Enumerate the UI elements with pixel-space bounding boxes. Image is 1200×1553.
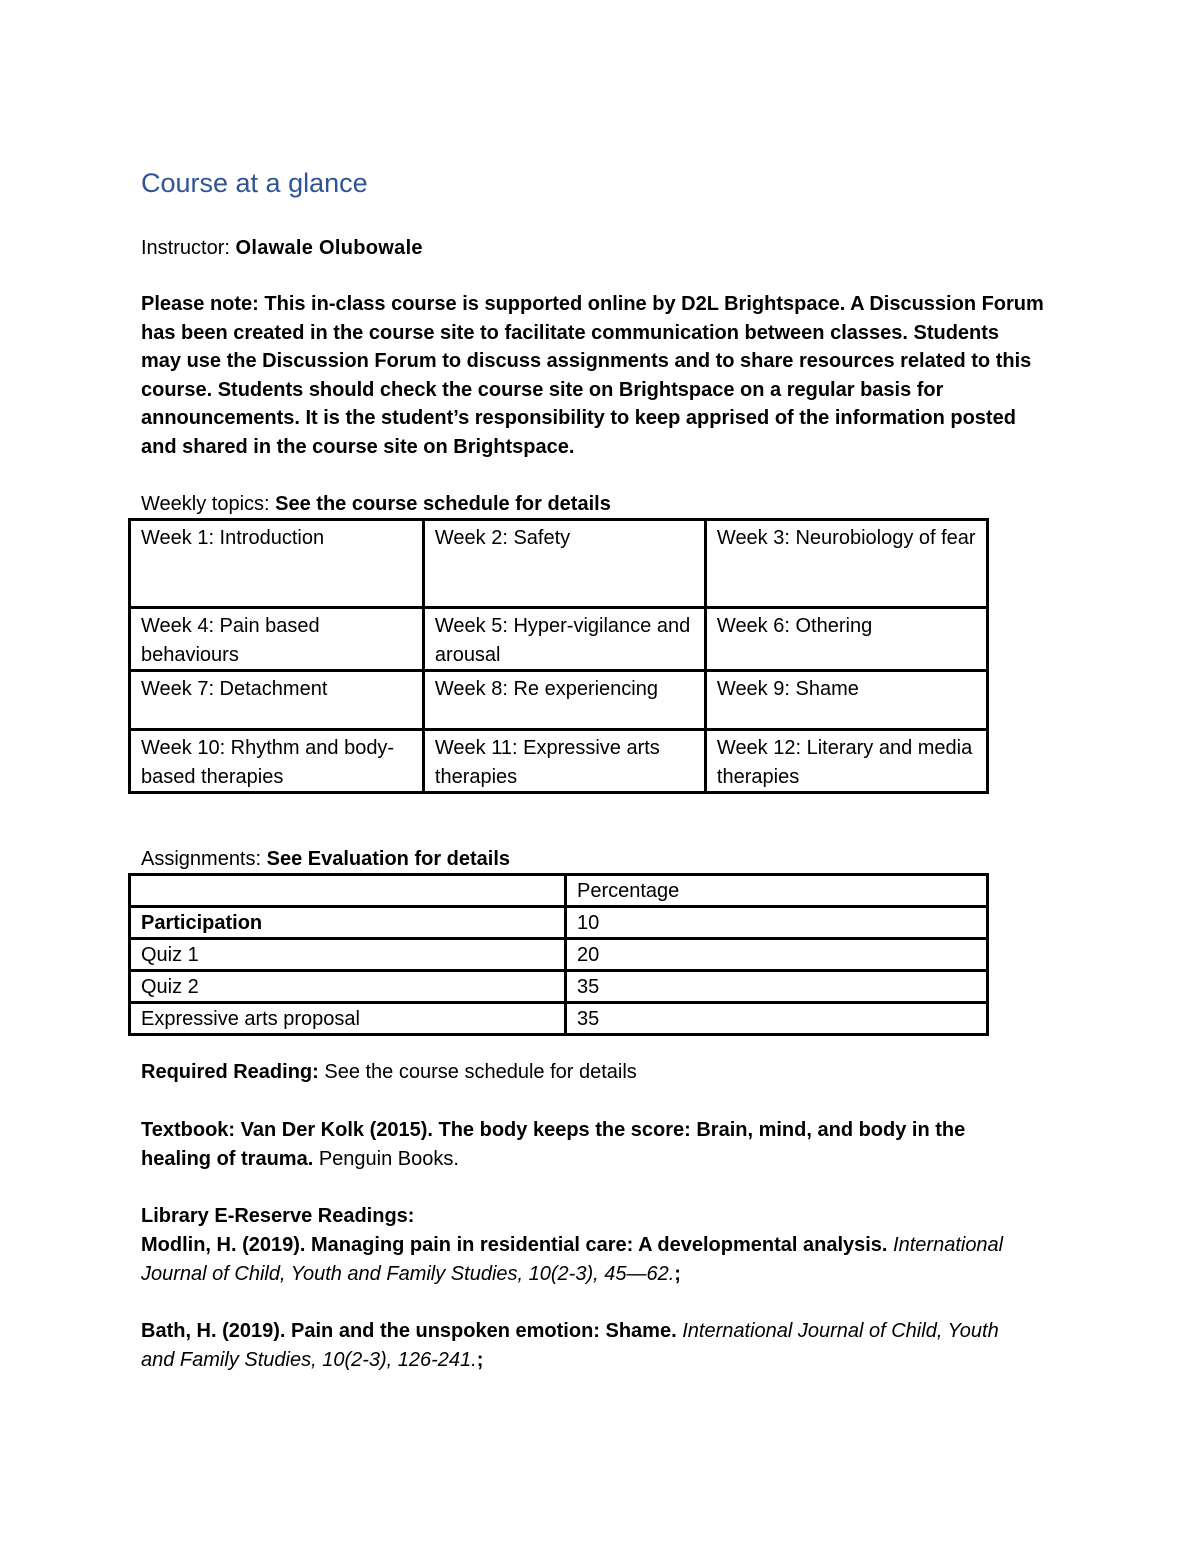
- instructor-label: Instructor:: [141, 237, 230, 259]
- table-row: [130, 730, 988, 793]
- instructor-name: Olawale Olubowale: [235, 237, 423, 259]
- textbook-publisher: Penguin Books.: [318, 1148, 459, 1170]
- week-cell: Week 5: Hyper-vigilance and arousal: [423, 608, 705, 671]
- reading-citation: Bath, H. (2019). Pain and the unspoken emotion: Shame.: [141, 1320, 677, 1342]
- note-line: may use the Discussion Forum to discuss assignments and to share resources related to this: [141, 350, 1032, 373]
- week-cell: Week 7: Detachment: [130, 671, 424, 730]
- weekly-topics-label: [141, 490, 611, 519]
- note-line: and shared in the course site on Brightspace.: [141, 435, 575, 458]
- reading-journal: International Journal of Child, Youth: [682, 1320, 999, 1342]
- table-header-row: [130, 875, 988, 907]
- library-label: Library E-Reserve Readings:: [141, 1205, 415, 1227]
- reading-entry-1-line-2: [141, 1260, 681, 1289]
- textbook-citation: Van Der Kolk (2015). The body keeps the score: Brain, mind, and body in the: [240, 1119, 966, 1141]
- assignment-name: Quiz 1: [130, 939, 566, 971]
- weekly-topics-table: [128, 518, 989, 794]
- textbook-line-1: [141, 1116, 965, 1145]
- week-cell: Week 12: Literary and media therapies: [705, 730, 987, 793]
- assignments-title: Assignments:: [141, 848, 262, 870]
- reading-end: ;: [476, 1349, 484, 1371]
- assignments-table: [128, 873, 989, 1036]
- note-line: announcements. It is the student’s responsibility to keep apprised of the information posted: [141, 407, 1016, 430]
- note-line: Please note: This in-class course is supported online by D2L Brightspace. A Discussion Forum: [141, 293, 1044, 315]
- week-cell: Week 2: Safety: [423, 520, 705, 608]
- week-cell: Week 3: Neurobiology of fear: [705, 520, 987, 608]
- required-reading-text: See the course schedule for details: [324, 1061, 637, 1083]
- assignment-percentage: 10: [566, 907, 988, 939]
- week-cell: Week 9: Shame: [705, 671, 987, 730]
- table-row: [130, 1003, 988, 1035]
- table-row: [130, 671, 988, 730]
- reading-journal: Journal of Child, Youth and Family Studies, 10(2-3), 45—62.: [141, 1263, 675, 1285]
- reading-journal: International: [893, 1234, 1004, 1256]
- textbook-label: Textbook:: [141, 1119, 236, 1141]
- weekly-topics-note: See the course schedule for details: [275, 493, 611, 515]
- assignment-name: Participation: [130, 907, 566, 939]
- assignment-name: Expressive arts proposal: [130, 1003, 566, 1035]
- textbook-title-end: healing of trauma.: [141, 1148, 314, 1170]
- table-row: [130, 520, 988, 608]
- table-row: [130, 608, 988, 671]
- table-row: [130, 971, 988, 1003]
- assignment-name: Quiz 2: [130, 971, 566, 1003]
- week-cell: Week 10: Rhythm and body-based therapies: [130, 730, 424, 793]
- assignment-percentage: 35: [566, 971, 988, 1003]
- header-cell: Percentage: [566, 875, 988, 907]
- assignments-note: See Evaluation for details: [266, 848, 511, 870]
- textbook-line-2: [141, 1145, 459, 1174]
- week-cell: Week 6: Othering: [705, 608, 987, 671]
- table-row: [130, 907, 988, 939]
- week-cell: Week 4: Pain based behaviours: [130, 608, 424, 671]
- required-reading: [141, 1058, 637, 1087]
- week-cell: Week 8: Re experiencing: [423, 671, 705, 730]
- week-cell: Week 11: Expressive arts therapies: [423, 730, 705, 793]
- assignments-label: [141, 845, 510, 874]
- reading-journal: and Family Studies, 10(2-3), 126-241.: [141, 1349, 477, 1371]
- assignment-percentage: 20: [566, 939, 988, 971]
- reading-entry-2-line-2: [141, 1346, 483, 1375]
- required-reading-label: Required Reading:: [141, 1061, 319, 1083]
- assignment-percentage: 35: [566, 1003, 988, 1035]
- reading-entry-1-line-1: [141, 1231, 1003, 1260]
- reading-citation: Modlin, H. (2019). Managing pain in residential care: A developmental analysis.: [141, 1234, 888, 1256]
- week-cell: Week 1: Introduction: [130, 520, 424, 608]
- reading-entry-2-line-1: [141, 1317, 999, 1346]
- instructor-line: [141, 234, 423, 263]
- course-note: [141, 290, 1056, 462]
- note-line: course. Students should check the course site on Brightspace on a regular basis for: [141, 378, 944, 401]
- reading-end: ;: [674, 1263, 681, 1285]
- weekly-topics-title: Weekly topics:: [141, 493, 270, 515]
- page-title: Course at a glance: [141, 168, 368, 198]
- header-cell: [130, 875, 566, 907]
- note-line: has been created in the course site to facilitate communication between classes. Students: [141, 321, 1000, 344]
- table-row: [130, 939, 988, 971]
